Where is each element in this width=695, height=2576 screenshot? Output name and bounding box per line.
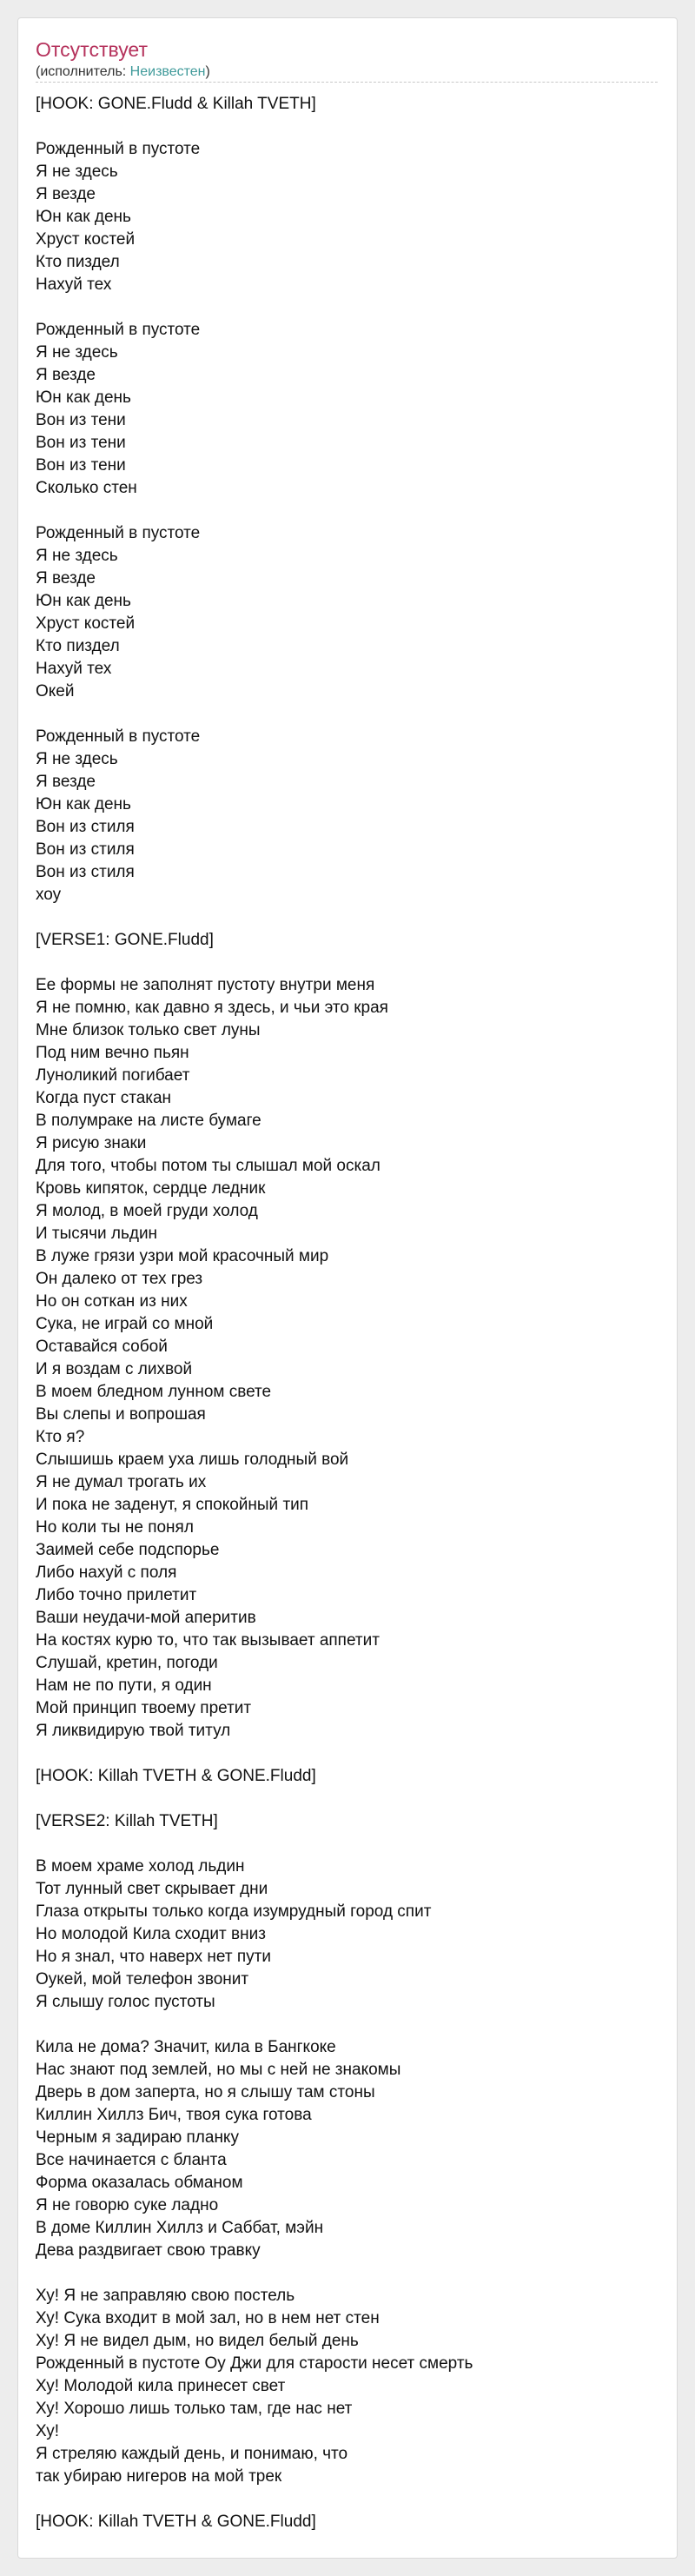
lyric-line: Рожденный в пустоте Оу Джи для старости несет смерть (36, 2354, 473, 2373)
lyric-line: [VERSE2: Killah TVETH] (36, 1812, 218, 1830)
lyric-line: Вон из стиля (36, 818, 135, 836)
lyric-line: Я везде (36, 773, 96, 791)
header-divider (36, 82, 658, 83)
lyric-line: Вы слепы и вопрошая (36, 1405, 206, 1424)
lyric-line: Хруст костей (36, 230, 136, 249)
artist-link[interactable]: Неизвестен (129, 64, 206, 79)
lyric-line: Но коли ты не понял (36, 1518, 194, 1537)
stanza-gap (36, 906, 658, 929)
lyric-line: Кто я? (36, 1428, 85, 1446)
lyric-line: Кила не дома? Значит, кила в Бангкоке (36, 2038, 336, 2056)
lyric-line: Я не здесь (36, 343, 118, 362)
lyric-line: В луже грязи узри мой красочный мир (36, 1247, 329, 1265)
lyric-line: Киллин Хиллз Бич, твоя сука готова (36, 2106, 312, 2124)
lyric-line: Вон из стиля (36, 863, 135, 881)
stanza-gap (36, 952, 658, 974)
lyric-line: В моем бледном лунном свете (36, 1383, 272, 1401)
lyric-line: Я стреляю каждый день, и понимаю, что (36, 2445, 348, 2463)
lyric-line: Ху! Я не видел дым, но видел белый день (36, 2332, 359, 2350)
lyric-line: Вон из тени (36, 456, 126, 475)
stanza-gap (36, 500, 658, 522)
lyric-line: Под ним вечно пьян (36, 1044, 189, 1062)
lyric-line: Рожденный в пустоте (36, 727, 201, 746)
lyric-line: Рожденный в пустоте (36, 321, 201, 339)
lyric-line: Когда пуст стакан (36, 1089, 172, 1107)
lyric-line: Хруст костей (36, 614, 136, 633)
lyric-line: Нас знают под землей, но мы с ней не знакомы (36, 2061, 401, 2079)
lyric-line: И пока не заденут, я спокойный тип (36, 1496, 309, 1514)
lyric-line: Я не говорю суке ладно (36, 2196, 219, 2214)
lyric-line: [HOOK: GONE.Fludd & Killah TVETH] (36, 95, 316, 113)
lyric-line: [HOOK: Killah TVETH & GONE.Fludd] (36, 1767, 316, 1785)
lyric-line: Кровь кипяток, сердце ледник (36, 1179, 266, 1198)
lyric-line: Тот лунный свет скрывает дни (36, 1880, 268, 1898)
lyric-line: Юн как день (36, 592, 131, 610)
lyric-line: Кто пиздел (36, 253, 120, 271)
lyrics-card (17, 17, 678, 2559)
lyric-line: Ху! Сука входит в мой зал, но в нем нет стен (36, 2309, 380, 2327)
lyric-line: [VERSE1: GONE.Fludd] (36, 931, 214, 949)
lyric-line: Сука, не играй со мной (36, 1315, 214, 1333)
stanza-gap (36, 2014, 658, 2036)
stanza-gap (36, 2488, 658, 2511)
lyric-line: Черным я задираю планку (36, 2128, 239, 2147)
lyric-line: Я не здесь (36, 163, 118, 181)
lyric-line: Я слышу голос пустоты (36, 1993, 215, 2011)
lyric-line: Дева раздвигает свою травку (36, 2241, 261, 2260)
lyric-line: И тысячи льдин (36, 1225, 158, 1243)
lyric-line: Глаза открыты только когда изумрудный город спит (36, 1902, 432, 1921)
lyric-line: Ваши неудачи-мой аперитив (36, 1609, 256, 1627)
lyric-line: Я молод, в моей груди холод (36, 1202, 258, 1220)
lyric-line: Мой принцип твоему претит (36, 1699, 252, 1717)
lyric-line: Но он соткан из них (36, 1292, 188, 1311)
lyric-line: Форма оказалась обманом (36, 2174, 243, 2192)
lyric-line: Сколько стен (36, 479, 137, 497)
lyric-line: Либо нахуй с поля (36, 1564, 177, 1582)
lyric-line: Вон из тени (36, 434, 126, 452)
lyric-line: Рожденный в пустоте (36, 524, 201, 542)
lyric-line: Все начинается с бланта (36, 2151, 227, 2169)
lyric-line: Нам не по пути, я один (36, 1676, 212, 1695)
lyric-line: Я не здесь (36, 547, 118, 565)
lyric-line: Я не здесь (36, 750, 118, 768)
lyric-line: Но я знал, что наверх нет пути (36, 1948, 271, 1966)
lyric-line: Но молодой Кила сходит вниз (36, 1925, 266, 1943)
stanza-gap (36, 1788, 658, 1810)
lyric-line: Я не помню, как давно я здесь, и чьи это края (36, 999, 388, 1017)
lyric-line: Я везде (36, 569, 96, 588)
lyric-line: Дверь в дом заперта, но я слышу там стоны (36, 2083, 375, 2101)
lyric-line: Рожденный в пустоте (36, 140, 201, 158)
lyric-line: хоу (36, 886, 62, 904)
lyrics-body (36, 93, 658, 2533)
lyric-line: Я рисую знаки (36, 1134, 147, 1152)
lyric-line: Мне близок только свет луны (36, 1021, 261, 1039)
lyric-line: [HOOK: Killah TVETH & GONE.Fludd] (36, 2513, 316, 2531)
lyric-line: Вон из стиля (36, 840, 135, 859)
lyric-line: Я везде (36, 366, 96, 384)
lyric-line: Слушай, кретин, погоди (36, 1654, 218, 1672)
lyric-line: Ее формы не заполнят пустоту внутри меня (36, 976, 375, 994)
lyric-line: Вон из тени (36, 411, 126, 429)
lyric-line: Ху! Молодой кила принесет свет (36, 2377, 286, 2395)
lyric-line: Луноликий погибает (36, 1066, 190, 1085)
stanza-gap (36, 703, 658, 726)
stanza-gap (36, 2262, 658, 2285)
song-title: Отсутствует (36, 38, 148, 61)
lyric-line: Либо точно прилетит (36, 1586, 197, 1604)
lyric-line: Я ликвидирую твой титул (36, 1722, 231, 1740)
stanza-gap (36, 116, 658, 138)
lyric-line: Он далеко от тех грез (36, 1270, 203, 1288)
lyric-line: Юн как день (36, 208, 131, 226)
lyric-line: Оукей, мой телефон звонит (36, 1970, 249, 1988)
artist-prefix: (исполнитель: (36, 64, 130, 79)
stanza-gap (36, 1833, 658, 1856)
artist-suffix: ) (205, 64, 210, 79)
lyric-line: Заимей себе подспорье (36, 1541, 220, 1559)
artist-line (36, 63, 210, 81)
lyric-line: Кто пиздел (36, 637, 120, 655)
lyric-line: Оставайся собой (36, 1338, 168, 1356)
lyric-line: Нахуй тех (36, 276, 112, 294)
lyric-line: Ху! Я не заправляю свою постель (36, 2287, 295, 2305)
lyric-line: Для того, чтобы потом ты слышал мой оскал (36, 1157, 381, 1175)
lyric-line: Я не думал трогать их (36, 1473, 207, 1491)
lyric-line: И я воздам с лихвой (36, 1360, 193, 1378)
lyric-line: Слышишь краем уха лишь голодный вой (36, 1451, 349, 1469)
lyric-line: В моем храме холод льдин (36, 1857, 245, 1876)
lyric-line: Нахуй тех (36, 660, 112, 678)
stanza-gap (36, 296, 658, 319)
lyric-line: Окей (36, 682, 75, 700)
lyric-line: В полумраке на листе бумаге (36, 1112, 261, 1130)
lyric-line: так убираю нигеров на мой трек (36, 2467, 282, 2486)
lyric-line: В доме Киллин Хиллз и Саббат, мэйн (36, 2219, 324, 2237)
lyric-line: На костях курю то, что так вызывает аппетит (36, 1631, 380, 1650)
lyric-line: Ху! (36, 2422, 60, 2440)
stanza-gap (36, 1743, 658, 1765)
lyric-line: Юн как день (36, 795, 131, 813)
lyric-line: Ху! Хорошо лишь только там, где нас нет (36, 2400, 353, 2418)
lyric-line: Юн как день (36, 388, 131, 407)
lyric-line: Я везде (36, 185, 96, 203)
